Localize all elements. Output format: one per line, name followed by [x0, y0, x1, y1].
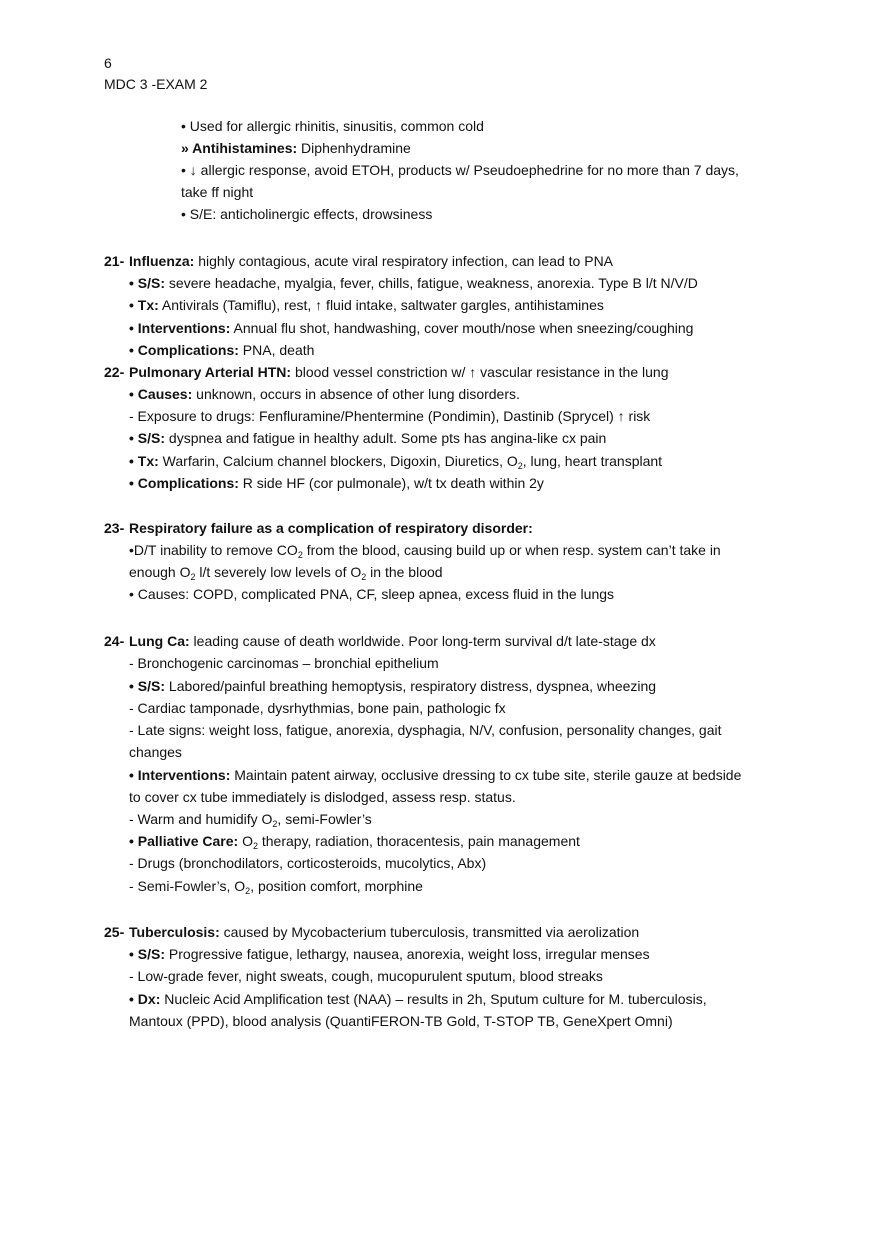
section-23-line-3: • Causes: COPD, complicated PNA, CF, sleep apnea, excess fluid in the lungs	[129, 586, 615, 602]
section-23-heading: 23- Respiratory failure as a complication of respiratory disorder:	[104, 520, 533, 536]
intro-line-1: • Used for allergic rhinitis, sinusitis, common cold	[181, 118, 484, 134]
section-22-heading: 22- Pulmonary Arterial HTN: blood vessel constriction w/ ↑ vascular resistance in the lung	[104, 364, 669, 380]
section-25-dx: • Dx: Nucleic Acid Amplification test (NAA) – results in 2h, Sputum culture for M. tuberculosis,	[129, 991, 707, 1007]
page-number: 6	[104, 55, 112, 71]
section-21-tx: • Tx: Antivirals (Tamiflu), rest, ↑ fluid intake, saltwater gargles, antihistamines	[129, 297, 604, 313]
section-24-line-3: - Late signs: weight loss, fatigue, anorexia, dysphagia, N/V, confusion, personality changes, gait	[129, 722, 722, 738]
section-21-heading: 21- Influenza: highly contagious, acute viral respiratory infection, can lead to PNA	[104, 253, 614, 269]
section-24-line-2: - Cardiac tamponade, dysrhythmias, bone pain, pathologic fx	[129, 700, 506, 716]
intro-line-5: • S/E: anticholinergic effects, drowsiness	[181, 206, 433, 222]
section-24-line-8: - Semi-Fowler’s, $O_2$, position comfort, morphine	[129, 878, 423, 896]
section-22-causes: • Causes: unknown, occurs in absence of other lung disorders.	[129, 386, 520, 402]
section-22-exposure: - Exposure to drugs: Fenfluramine/Phentermine (Pondimin), Dastinib (Sprycel) ↑ risk	[129, 408, 651, 424]
section-22-ss: • S/S: dyspnea and fatigue in healthy adult. Some pts has angina-like cx pain	[129, 430, 607, 446]
antihistamines-label: » Antihistamines:	[181, 140, 298, 156]
section-23-line-2: enough $O_2$ l/t severely low levels of $O_2$ in the blood	[129, 564, 443, 582]
section-23-line-1: •D/T inability to remove $CO_2$ from the blood, causing build up or when resp. system can’t take in	[129, 542, 721, 560]
section-24-palliative: • Palliative Care: $O_2$ therapy, radiation, thoracentesis, pain management	[129, 833, 580, 851]
intro-line-4: take ff night	[181, 184, 254, 200]
section-22-tx: • Tx: Warfarin, Calcium channel blockers, Digoxin, Diuretics, $O_2$, lung, heart transplant	[129, 453, 663, 471]
document-title: MDC 3 -EXAM 2	[104, 76, 208, 92]
section-24-line-6: - Warm and humidify $O_2$, semi-Fowler’s	[129, 811, 372, 829]
section-25-heading: 25- Tuberculosis: caused by Mycobacterium tuberculosis, transmitted via aerolization	[104, 924, 640, 940]
section-24-line-7: - Drugs (bronchodilators, corticosteroids, mucolytics, Abx)	[129, 855, 487, 871]
section-25-line-1: - Low-grade fever, night sweats, cough, mucopurulent sputum, blood streaks	[129, 968, 603, 984]
section-21-interventions: • Interventions: Annual flu shot, handwashing, cover mouth/nose when sneezing/coughing	[129, 320, 694, 336]
section-24-line-5: to cover cx tube immediately is dislodged, assess resp. status.	[129, 789, 516, 805]
section-25-line-2: Mantoux (PPD), blood analysis (QuantiFERON-TB Gold, T-STOP TB, GeneXpert Omni)	[129, 1013, 673, 1029]
page-header	[104, 53, 207, 95]
section-22-complications: • Complications: R side HF (cor pulmonale), w/t tx death within 2y	[129, 475, 544, 491]
section-24-interventions: • Interventions: Maintain patent airway, occlusive dressing to cx tube site, sterile gauze at bedside	[129, 767, 742, 783]
section-24-line-4: changes	[129, 744, 182, 760]
intro-line-2: » Antihistamines: Diphenhydramine	[181, 140, 411, 156]
intro-line-3: • ↓ allergic response, avoid ETOH, products w/ Pseudoephedrine for no more than 7 days,	[181, 162, 739, 178]
section-24-line-1: - Bronchogenic carcinomas – bronchial epithelium	[129, 655, 439, 671]
section-24-heading: 24- Lung Ca: leading cause of death worldwide. Poor long-term survival d/t late-stage dx	[104, 633, 656, 649]
section-21-ss: • S/S: severe headache, myalgia, fever, chills, fatigue, weakness, anorexia. Type B l/t N/V/D	[129, 275, 698, 291]
section-25-ss: • S/S: Progressive fatigue, lethargy, nausea, anorexia, weight loss, irregular menses	[129, 946, 650, 962]
section-21-complications: • Complications: PNA, death	[129, 342, 315, 358]
section-24-ss: • S/S: Labored/painful breathing hemoptysis, respiratory distress, dyspnea, wheezing	[129, 678, 657, 694]
